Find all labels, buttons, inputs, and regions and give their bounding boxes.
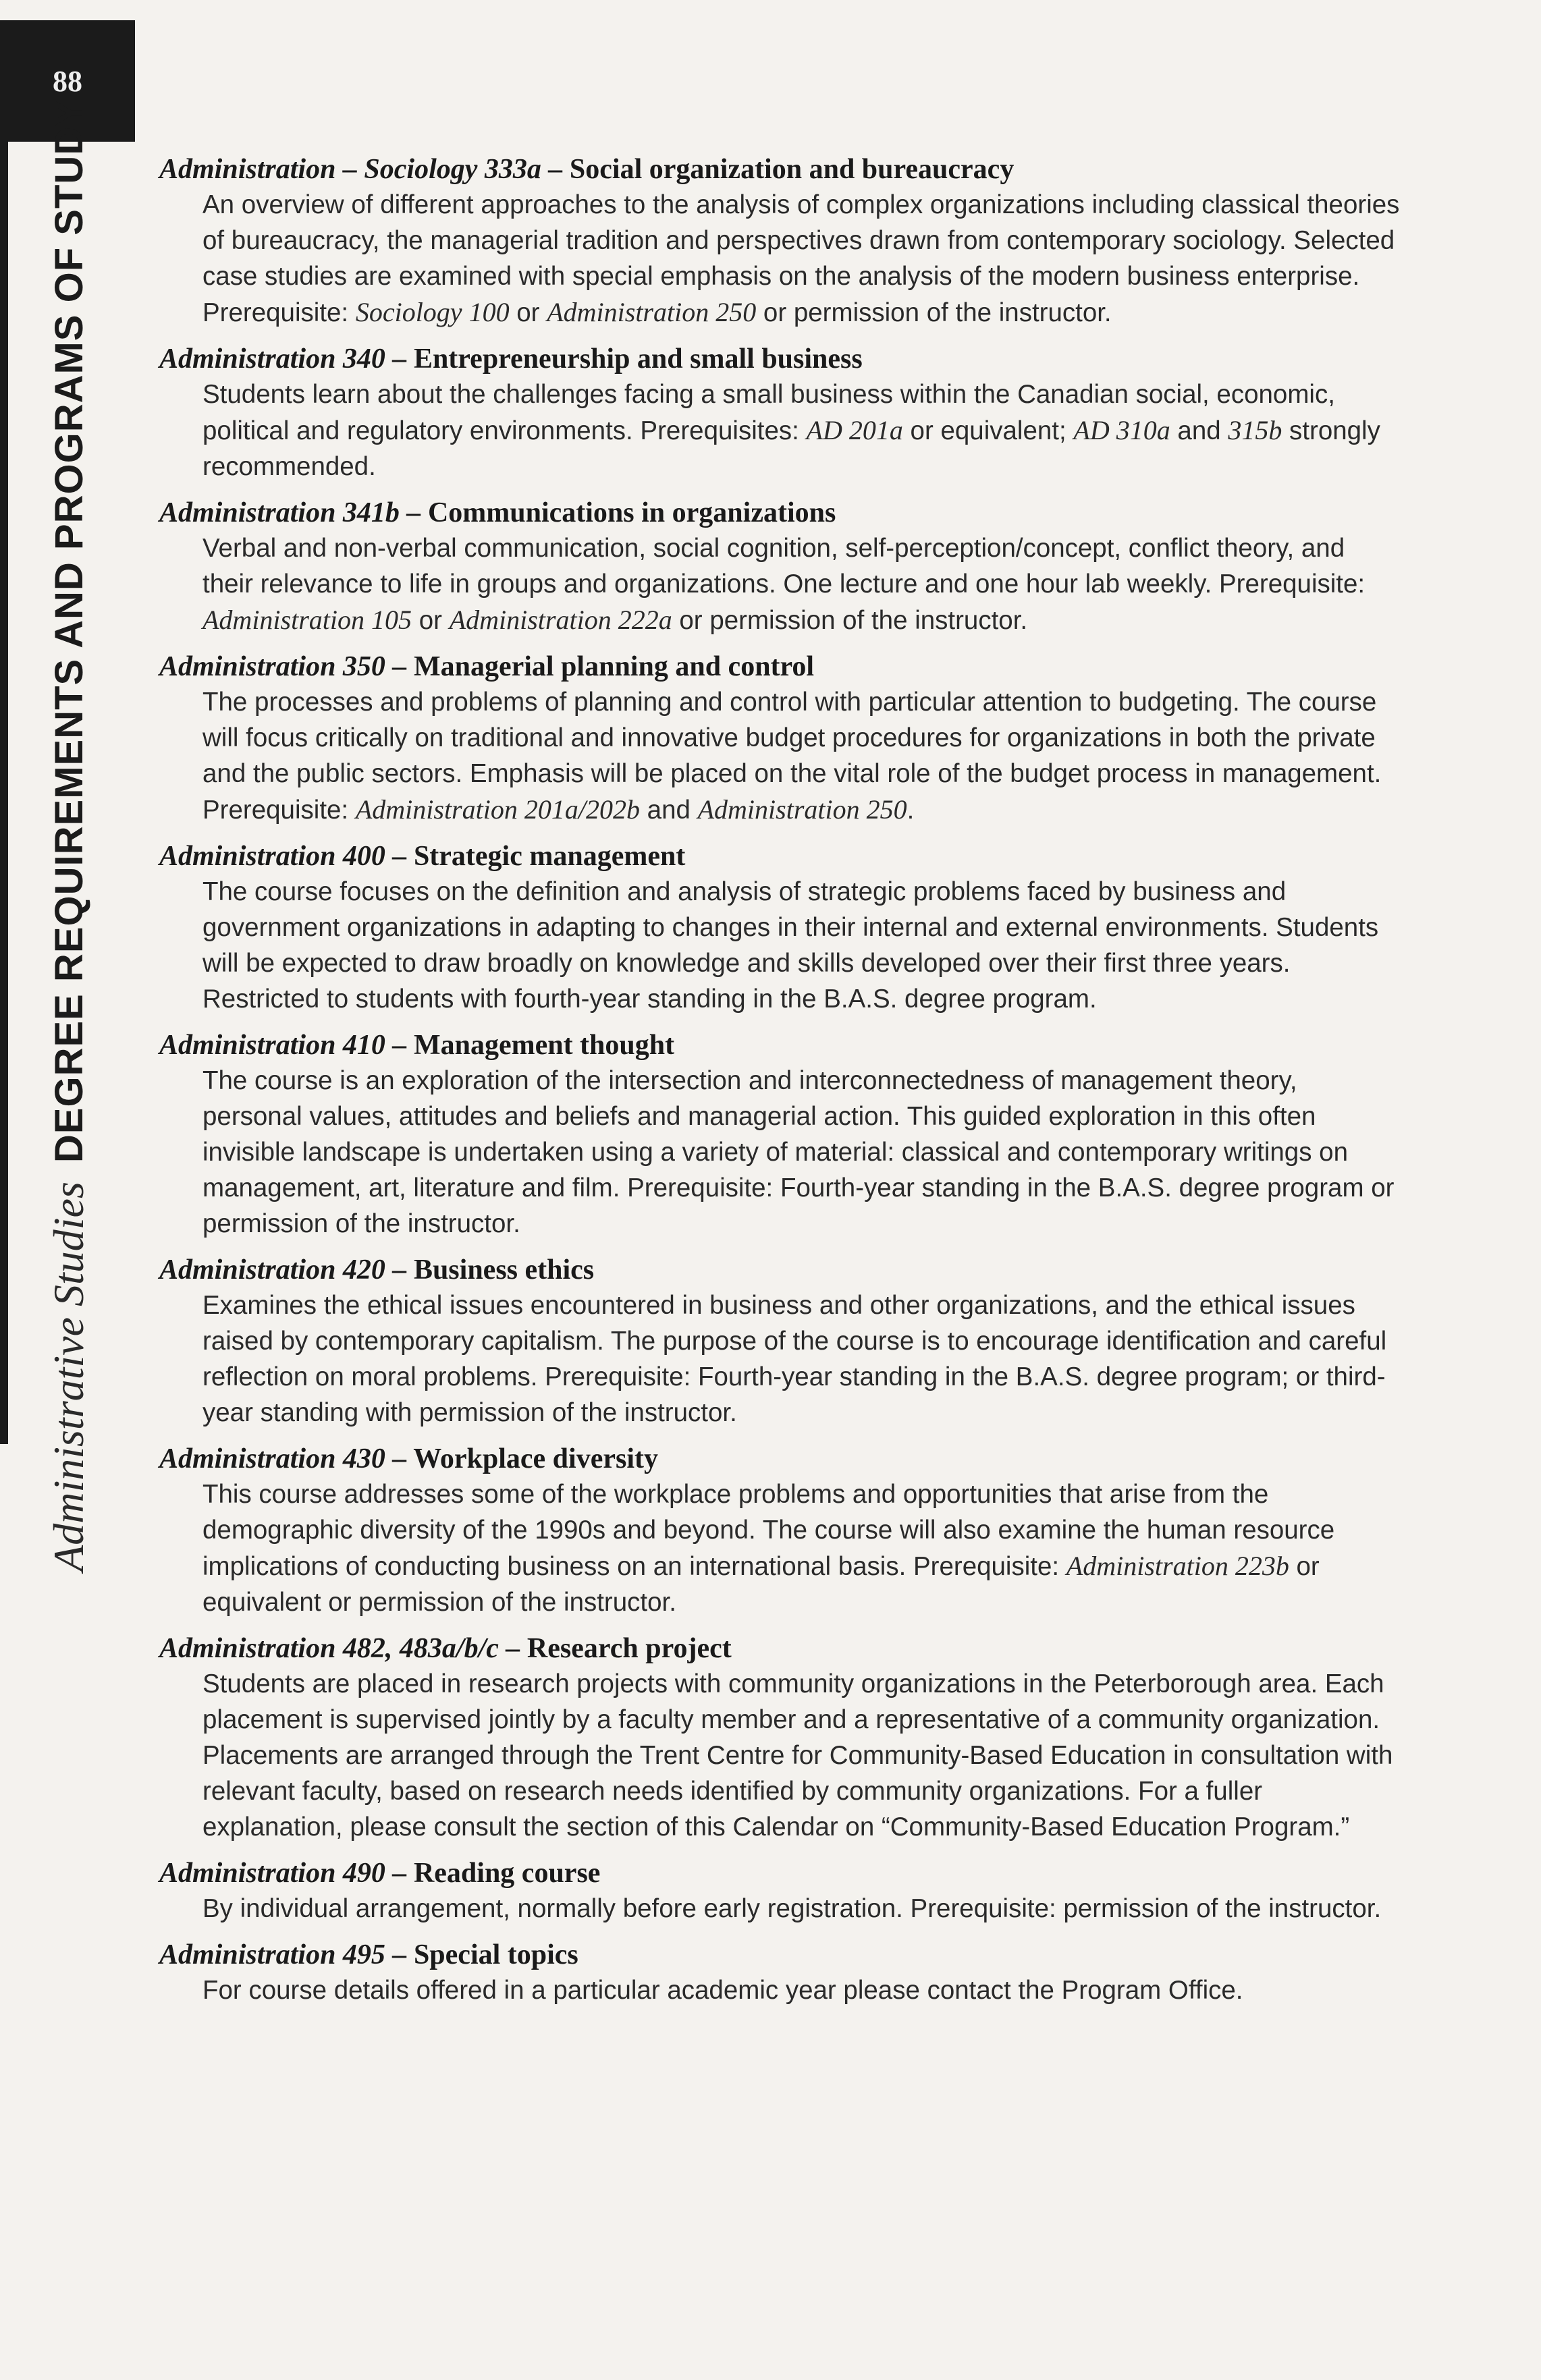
course-title: Business ethics [413, 1254, 595, 1285]
description-text: or equivalent or permission of the instructor. [202, 1552, 1320, 1617]
course-code: Administration 340 – [159, 343, 407, 375]
course-code: Administration 341b – [159, 497, 421, 528]
course-heading [159, 1441, 1401, 1476]
course-reference: AD 201a [806, 415, 903, 445]
course-reference: Administration 250 [547, 297, 757, 327]
description-text: Students learn about the challenges facing a small business within the Canadian social, economic, political and regulatory environments. Prerequisites: [202, 380, 1335, 445]
description-text: . [907, 796, 915, 825]
course-entry [159, 1028, 1401, 1242]
department-label: Administrative Studies [45, 1182, 92, 1572]
course-code: Administration 490 – [159, 1858, 407, 1889]
course-code: Administration 430 – [159, 1443, 407, 1474]
course-title: Communications in organizations [427, 497, 836, 528]
course-entry [159, 495, 1401, 638]
course-description [202, 1476, 1401, 1620]
course-code: Administration 482, 483a/b/c – [159, 1633, 520, 1664]
course-title: Research project [526, 1633, 732, 1664]
course-heading [159, 1937, 1401, 1972]
course-code: Administration – Sociology 333a – [159, 154, 563, 185]
course-entry [159, 649, 1401, 828]
course-reference: Administration 201a/202b [355, 794, 640, 825]
course-description [202, 1666, 1401, 1845]
course-title: Management thought [413, 1030, 675, 1061]
description-text: or permission of the instructor. [756, 298, 1112, 327]
course-entry [159, 1252, 1401, 1431]
course-title: Workplace diversity [413, 1443, 658, 1474]
description-text: The course is an exploration of the intersection and interconnectedness of management theory, personal values, attitudes and beliefs and managerial action. This guided exploration in this often invisible landscape is undertaken using a variety of material: classical and contemporary writings on management, art, literature and film. Prerequisite: Fourth-year standing in the B.A.S. degree program or permission of the instructor. [202, 1066, 1395, 1238]
description-text: or [412, 606, 450, 635]
course-entry [159, 1441, 1401, 1620]
description-text: Verbal and non-verbal communication, social cognition, self-perception/concept, conflict theory, and their relevance to life in groups and organizations. One lecture and one hour lab weekly. Prerequisite: [202, 534, 1366, 599]
course-reference: Administration 250 [697, 794, 907, 825]
course-heading [159, 839, 1401, 874]
course-heading [159, 649, 1401, 684]
course-entry [159, 1631, 1401, 1845]
course-title: Strategic management [413, 841, 686, 872]
course-title: Managerial planning and control [413, 651, 815, 682]
page-number: 88 [0, 20, 135, 142]
course-title: Special topics [413, 1939, 578, 1970]
course-reference: Administration 105 [202, 605, 412, 635]
description-text: An overview of different approaches to the analysis of complex organizations including classical theories of bureaucracy, the managerial tradition and perspectives drawn from contemporary sociology. Selected case studies are examined with special emphasis on the analysis of the modern business enterprise. Prerequisite: [202, 190, 1400, 327]
course-description [202, 684, 1401, 828]
course-entry [159, 1937, 1401, 2008]
course-code: Administration 410 – [159, 1030, 407, 1061]
course-reference: 315b [1228, 415, 1282, 445]
course-entry [159, 152, 1401, 331]
description-text: or [509, 298, 547, 327]
side-running-header [42, 99, 96, 1572]
description-text: By individual arrangement, normally before early registration. Prerequisite: permission of the instructor. [202, 1894, 1382, 1923]
course-description [202, 874, 1401, 1017]
description-text: or permission of the instructor. [672, 606, 1028, 635]
course-description [202, 1288, 1401, 1431]
course-description [202, 530, 1401, 638]
course-description [202, 1063, 1401, 1242]
course-code: Administration 400 – [159, 841, 407, 872]
course-reference: AD 310a [1073, 415, 1170, 445]
course-description [202, 377, 1401, 485]
course-entry [159, 1856, 1401, 1927]
description-text: The processes and problems of planning and control with particular attention to budgeting. The course will focus critically on traditional and innovative budget procedures for organizations in both the private and the public sectors. Emphasis will be placed on the vital role of the budget process in management. Prerequisite: [202, 688, 1382, 825]
course-code: Administration 350 – [159, 651, 407, 682]
course-description [202, 1891, 1401, 1927]
description-text: and [639, 796, 698, 825]
course-description [202, 187, 1401, 331]
description-text: Examines the ethical issues encountered in business and other organizations, and the ethical issues raised by contemporary capitalism. The purpose of the course is to encourage identification and careful reflection on moral problems. Prerequisite: Fourth-year standing in the B.A.S. degree program; or third-year standing with permission of the instructor. [202, 1291, 1387, 1427]
description-text: or equivalent; [902, 416, 1074, 445]
course-reference: Administration 223b [1066, 1551, 1289, 1581]
course-heading [159, 1252, 1401, 1288]
course-code: Administration 495 – [159, 1939, 407, 1970]
course-description [202, 1972, 1401, 2008]
course-entry [159, 839, 1401, 1017]
course-reference: Administration 222a [449, 605, 672, 635]
description-text: Students are placed in research projects with community organizations in the Peterborough area. Each placement is supervised jointly by a faculty member and a representative of a community organization. Placements are arranged through the Trent Centre for Community-Based Education in consultation with relevant faculty, based on research needs identified by community organizations. For a fuller explanation, please consult the section of this Calendar on “Community-Based Education Program.” [202, 1669, 1393, 1842]
description-text: and [1170, 416, 1228, 445]
course-reference: Sociology 100 [355, 297, 510, 327]
course-list [159, 152, 1401, 2019]
course-heading [159, 1631, 1401, 1666]
course-title: Social organization and bureaucracy [569, 154, 1015, 185]
description-text: strongly recommended. [202, 416, 1380, 481]
course-heading [159, 1028, 1401, 1063]
description-text: The course focuses on the definition and analysis of strategic problems faced by business and government organizations in adapting to changes in their internal and external environments. Students will be expected to draw broadly on knowledge and skills developed over their first three years. Restricted to students with fourth-year standing in the B.A.S. degree program. [202, 877, 1379, 1014]
course-title: Reading course [413, 1858, 601, 1889]
description-text: This course addresses some of the workplace problems and opportunities that arise from the demographic diversity of the 1990s and beyond. The course will also examine the human resource implications of conducting business on an international basis. Prerequisite: [202, 1480, 1335, 1581]
course-heading [159, 152, 1401, 187]
course-heading [159, 1856, 1401, 1891]
course-heading [159, 341, 1401, 377]
course-code: Administration 420 – [159, 1254, 407, 1285]
course-title: Entrepreneurship and small business [413, 343, 863, 375]
course-entry [159, 341, 1401, 485]
description-text: For course details offered in a particular academic year please contact the Program Office. [202, 1976, 1243, 2005]
side-bar-rule [0, 142, 8, 1444]
section-label: DEGREE REQUIREMENTS AND PROGRAMS OF STUDY [47, 99, 91, 1163]
course-heading [159, 495, 1401, 530]
